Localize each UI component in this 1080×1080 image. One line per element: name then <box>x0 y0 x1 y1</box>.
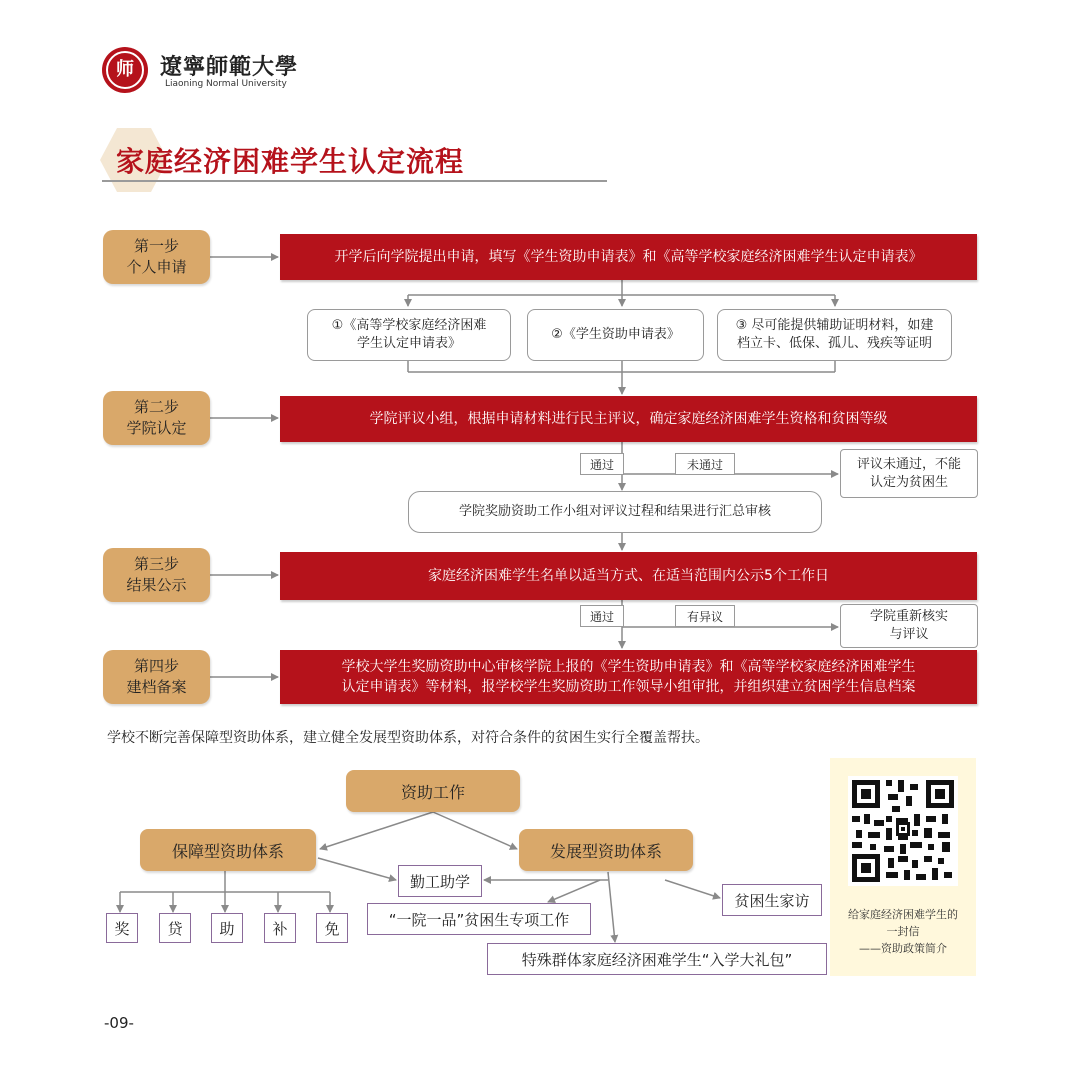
step-1-label <box>103 230 210 284</box>
pass-tag-2: 通过 <box>580 605 624 627</box>
tree-root: 资助工作 <box>346 770 520 812</box>
qr-code[interactable] <box>848 776 958 886</box>
material-1-line-1: ①《高等学校家庭经济困难 <box>331 318 487 333</box>
title-underline <box>102 180 607 182</box>
step-4-bar-line-1: 学校大学生奖励资助中心审核学院上报的《学生资助申请表》和《高等学校家庭经济困难学生 <box>341 659 916 675</box>
fail-result-line-1: 评议未通过，不能 <box>856 456 961 472</box>
material-box-3 <box>717 309 952 361</box>
step-1-name: 个人申请 <box>126 258 187 276</box>
objection-result-box <box>840 604 978 648</box>
tree-item-dai: 贷 <box>159 913 191 943</box>
tree-item-jiang: 奖 <box>106 913 138 943</box>
fail-result-line-2: 认定为贫困生 <box>869 474 948 490</box>
fail-result-box <box>840 449 978 498</box>
tree-special-group-gift: 特殊群体家庭经济困难学生“入学大礼包” <box>487 943 827 975</box>
step-1-bar: 开学后向学院提出申请，填写《学生资助申请表》和《高等学校家庭经济困难学生认定申请表》 <box>280 234 977 280</box>
tree-item-mian: 免 <box>316 913 348 943</box>
tree-one-college-one-brand: “一院一品”贫困生专项工作 <box>367 903 591 935</box>
qr-caption-line-3: ——资助政策简介 <box>859 942 947 955</box>
step-4-label <box>103 650 210 704</box>
step-4-bar-line-2: 认定申请表》等材料，报学校学生奖励资助工作领导小组审批，并组织建立贫困学生信息档案 <box>341 679 916 695</box>
step-3-name: 结果公示 <box>126 576 187 594</box>
tree-right-system: 发展型资助体系 <box>519 829 693 871</box>
university-name-en: Liaoning Normal University <box>165 79 287 89</box>
step-2-label <box>103 391 210 445</box>
step-3-label <box>103 548 210 602</box>
step-2-bar: 学院评议小组，根据申请材料进行民主评议，确定家庭经济困难学生资格和贫困等级 <box>280 396 977 442</box>
pass-tag-1: 通过 <box>580 453 624 475</box>
step-4-number: 第四步 <box>133 657 179 675</box>
qr-code-icon <box>848 776 958 886</box>
page-number: -09- <box>104 1014 134 1032</box>
material-box-1 <box>307 309 511 361</box>
step-2-name: 学院认定 <box>126 419 187 437</box>
qr-caption-line-1: 给家庭经济困难学生的 <box>848 908 958 921</box>
tree-work-study: 勤工助学 <box>398 865 482 897</box>
material-2-line-1: ②《学生资助申请表》 <box>551 327 680 342</box>
qr-caption-line-2: 一封信 <box>886 925 920 938</box>
step-4-bar <box>280 650 977 704</box>
material-box-2 <box>527 309 704 361</box>
material-3-line-2: 档立卡、低保、孤儿、残疾等证明 <box>736 336 932 351</box>
tree-item-bu: 补 <box>264 913 296 943</box>
seal-mark: 师 <box>106 51 144 89</box>
university-name-cn: 遼寧師範大學 <box>160 54 299 80</box>
tree-home-visit: 贫困生家访 <box>722 884 822 916</box>
tree-left-system: 保障型资助体系 <box>140 829 316 871</box>
step-1-number: 第一步 <box>133 237 179 255</box>
material-1-line-2: 学生认定申请表》 <box>356 336 461 351</box>
material-3-line-1: ③ 尽可能提供辅助证明材料，如建 <box>735 318 934 333</box>
step-3-number: 第三步 <box>133 555 179 573</box>
step-4-name: 建档备案 <box>126 678 187 696</box>
qr-caption <box>830 906 976 957</box>
step-2-number: 第二步 <box>133 398 179 416</box>
tree-item-zhu: 助 <box>211 913 243 943</box>
review-box: 学院奖励资助工作小组对评议过程和结果进行汇总审核 <box>408 491 822 533</box>
objection-result-line-1: 学院重新核实 <box>869 609 948 624</box>
page-title: 家庭经济困难学生认定流程 <box>116 145 465 178</box>
summary-text: 学校不断完善保障型资助体系，建立健全发展型资助体系，对符合条件的贫困生实行全覆盖帮扶。 <box>107 730 709 746</box>
step-3-bar: 家庭经济困难学生名单以适当方式、在适当范围内公示5个工作日 <box>280 552 977 600</box>
university-seal <box>102 47 148 93</box>
objection-result-line-2: 与评议 <box>889 627 929 642</box>
objection-tag: 有异议 <box>675 605 735 627</box>
fail-tag: 未通过 <box>675 453 735 475</box>
